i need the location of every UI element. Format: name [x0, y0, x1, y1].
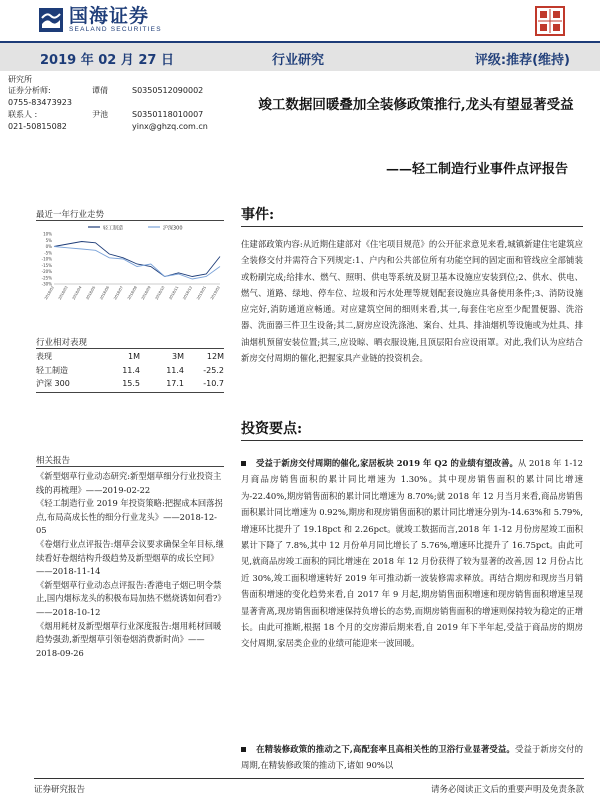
- report-type: 行业研究: [272, 53, 325, 68]
- y-tick-label: -30%: [41, 281, 52, 287]
- x-tick-label: 2018/03: [57, 285, 69, 300]
- table-cell: 沪深 300: [36, 379, 70, 389]
- table-cell: 11.4: [122, 365, 140, 375]
- analyst-block: [8, 74, 226, 133]
- y-tick-label: 0%: [45, 244, 52, 249]
- analyst-phone: 0755-83473923: [8, 98, 72, 107]
- point-body: 受益于新房交付的周期,在精装修政策的推动下,诸如 90%以: [241, 744, 583, 771]
- analyst-row: [8, 109, 226, 121]
- table-header-cell: 1M: [128, 352, 140, 362]
- table-cell: 11.4: [166, 365, 184, 375]
- brand-name-en: SEALAND SECURITIES: [69, 26, 162, 33]
- event-heading: 事件:: [241, 207, 275, 223]
- divider: [36, 392, 224, 393]
- event-body: 住建部政策内容:从近期住建部对《住宅项目规范》的公开征求意见来看,城镇新建住宅建筑应全装修交付并需符合下列规定:1、户内和公共部位所有功能空间的固定面和管线应全部铺装或粉刷完成;给排水、燃气、照明、供电等系统及厨卫基本设施应安装到位;2、供水、供电、燃气、道路、绿地、停车位、垃圾和污水处理等规划配套设施应具备使用条件;3、消防设施应完好,消防通道应畅通。对应建筑空间的细则来看,其一,每套住宅应至少配置便器、洗浴器、洗面器三件卫生设备;其二,厨房应设洗涤池、案台、灶具、排油烟机等设施或为灶具、排油烟机预留安装位置;其三,应设晾、晒衣服设施,且顶层阳台应设雨罩。对此,我们认为应结合新房交付周期的催化,把握家具产业链的投资机会。: [241, 239, 584, 364]
- x-tick-label: 2018/06: [99, 285, 111, 300]
- x-tick-label: 2018/08: [126, 285, 138, 300]
- y-tick-label: -20%: [41, 269, 52, 274]
- analyst-row: [8, 121, 226, 133]
- analyst-row: [8, 85, 226, 97]
- divider: [241, 226, 583, 227]
- x-tick-label: 2018/05: [85, 285, 97, 300]
- performance-title: 行业相对表现: [36, 338, 88, 348]
- table-cell: 轻工制造: [36, 365, 68, 375]
- investment-point: [241, 455, 583, 652]
- contact-role: 联系人 :: [8, 110, 38, 119]
- report-rating: 评级:推荐(维持): [474, 53, 570, 68]
- table-cell: -10.7: [203, 379, 224, 389]
- x-tick-label: 2018/12: [182, 285, 194, 300]
- x-tick-label: 2018/02: [43, 285, 55, 300]
- report-date: 2019 年 02 月 27 日: [40, 53, 174, 68]
- footer-disclaimer: 请务必阅读正文后的重要声明及免责条款: [430, 785, 584, 795]
- trend-title: 最近一年行业走势: [36, 210, 105, 220]
- points-heading: 投资要点:: [241, 421, 303, 437]
- point-body: 从 2018 年 1-12 月商品房销售面积的累计同比增速为 1.30%。其中现房销售面积的累计同比增速为-22.40%,期房销售面积的累计同比增速为 8.70%;就 2018 年 12 月当月来看,商品房销售面积累计同比增速为 0.92%,期房和现房销售面积的累计同比增速分别为-14.63%和 5.79%,增速环比提升了 19.18pct 和 2.26pct。就竣工数据而言,2018 年 1-12 月份房屋竣工面积累计下降了 7.8%,其中 12 月份单月同比增长了 5.76%,增速环比提升了 16.75pct。由此可见,就商品房竣工面积的同比增速在 2018 年 12 月份获得了较为显著的改善,因 12 月份占比近 30%,竣工面积增速转好 2019 年可推动新一波装修需求释放。再结合期房和现房当月销售面积增速的变化趋势来看,自 2017 年 9 月起,期房销售面积增速和现房销售面积增速呈现显著背离,现房销售面积增速保持负增长的态势,而期房销售面积的增速则保持较为稳定的正增长。由此可推断,根据 18 个月的交房滞后期来看,自 2019 年下半年起,受益于商品房的期房交付周期,家居类企业的业绩可能迎来一波回暖。: [241, 458, 583, 649]
- x-tick-label: 2019/02: [209, 285, 221, 300]
- footer-left: 证券研究报告: [34, 785, 86, 795]
- divider: [241, 440, 583, 441]
- contact-email[interactable]: yinx@ghzq.com.cn: [132, 122, 208, 131]
- table-header-cell: 表现: [36, 352, 52, 362]
- bullet-square-icon: [241, 747, 246, 752]
- y-tick-label: -15%: [41, 262, 52, 268]
- table-header-cell: 12M: [206, 352, 224, 362]
- table-header-row: [36, 350, 224, 364]
- table-cell: -25.2: [203, 365, 224, 375]
- point-lead: 受益于新房交付周期的催化,家居板块 2019 年 Q2 的业绩有望改善。: [256, 458, 518, 468]
- related-reports-list: [36, 470, 226, 660]
- industry-trend-chart: [36, 222, 224, 300]
- series-line-index: [54, 247, 220, 280]
- list-item[interactable]: 《新型烟草行业动态研究:新型烟草细分行业投资主线的再梳理》——2019-02-22: [36, 471, 222, 495]
- bullet-square-icon: [241, 461, 246, 466]
- list-item[interactable]: 《新型烟草行业动态点评报告:香港电子烟已明令禁止,国内烟标龙头的积极布局加热不燃烧诱如何看?》——2018-10-12: [36, 579, 226, 617]
- y-tick-label: 5%: [45, 237, 52, 243]
- table-header-cell: 3M: [172, 352, 184, 362]
- contact-phone: 021-50815082: [8, 122, 67, 131]
- analyst-row: [8, 97, 226, 109]
- list-item[interactable]: 《轻工制造行业 2019 年投资策略:把握成本回落拐点,布局高成长性的细分行业龙头》——2018-12-05: [36, 498, 223, 536]
- table-cell: 15.5: [122, 379, 140, 389]
- contact-name: 尹池: [92, 110, 108, 119]
- series-line-industry: [54, 242, 220, 277]
- point-lead: 在精装修政策的推动之下,高配套率且高相关性的卫浴行业显著受益。: [256, 744, 515, 754]
- brand-name-cn: 国海证券: [69, 5, 150, 27]
- page-title: 竣工数据回暖叠加全装修政策推行,龙头有望显著受益: [258, 97, 574, 113]
- x-tick-label: 2018/11: [168, 285, 180, 300]
- list-item[interactable]: 《烟用耗材及新型烟草行业深度报告:烟用耗材回暖趋势强劲,新型烟草引领卷烟消费新时尚》——2018-09-26: [36, 620, 222, 658]
- y-tick-label: -10%: [41, 256, 52, 262]
- analyst-role: 证券分析师:: [8, 86, 51, 95]
- sealand-logo-icon: [38, 7, 64, 33]
- brand-logo: [38, 6, 162, 34]
- page-subtitle: ——轻工制造行业事件点评报告: [385, 162, 568, 177]
- divider: [36, 348, 224, 349]
- research-report-seal-icon: [534, 5, 566, 37]
- related-title: 相关报告: [36, 456, 71, 466]
- table-row: [36, 364, 224, 378]
- investment-point: [241, 741, 583, 774]
- x-tick-label: 2018/07: [113, 285, 125, 300]
- x-tick-label: 2018/04: [71, 285, 83, 300]
- legend-label: 轻工制造: [103, 225, 124, 232]
- footer-divider: [34, 778, 584, 779]
- x-tick-label: 2018/10: [154, 285, 166, 300]
- analyst-name: 谭倩: [92, 86, 108, 95]
- x-tick-label: 2019/01: [196, 285, 208, 300]
- list-item[interactable]: 《卷烟行业点评报告:烟草会议要求确保全年目标,继续看好卷烟结构升级趋势及新型烟草的成长空间》——2018-11-14: [36, 538, 224, 577]
- institute-label: 研究所: [8, 75, 32, 84]
- table-cell: 17.1: [166, 379, 184, 389]
- contact-id: S0350118010007: [132, 110, 204, 119]
- x-tick-label: 2018/09: [140, 285, 152, 300]
- table-row: [36, 377, 224, 391]
- y-tick-label: -5%: [44, 250, 52, 256]
- performance-table: [36, 350, 224, 391]
- divider: [36, 466, 224, 467]
- header-band: [0, 41, 600, 71]
- legend-label: 沪深300: [163, 225, 183, 232]
- divider: [36, 220, 224, 221]
- analyst-id: S0350512090002: [132, 86, 204, 95]
- y-tick-label: -25%: [41, 275, 52, 281]
- y-tick-label: 10%: [43, 231, 52, 237]
